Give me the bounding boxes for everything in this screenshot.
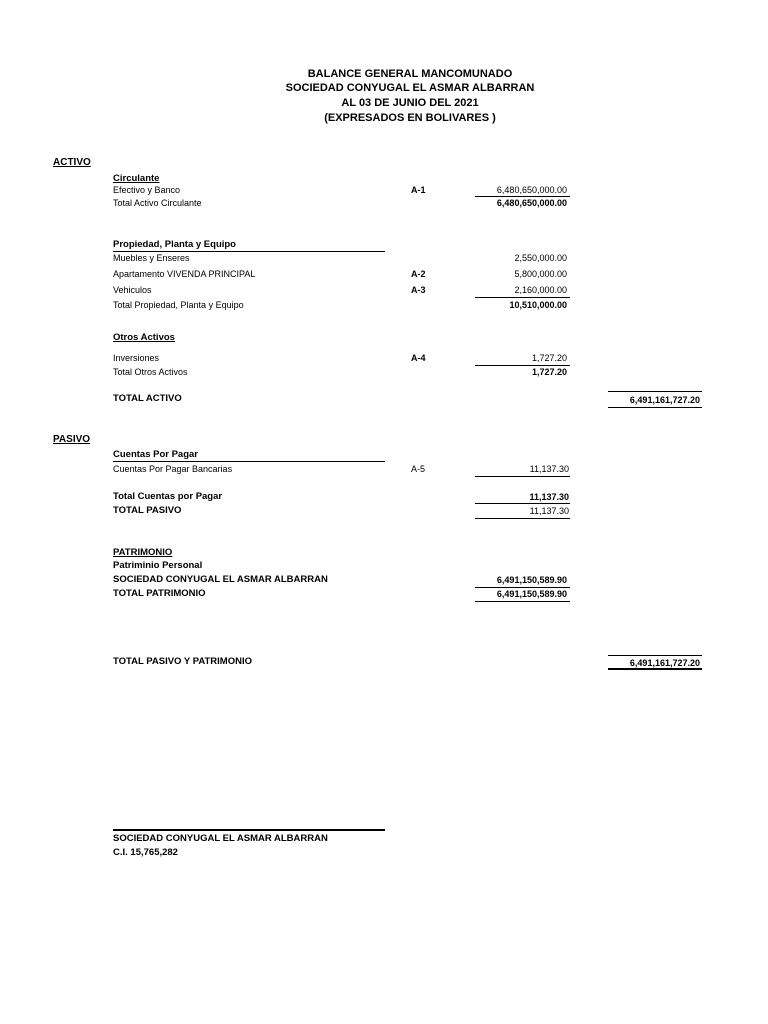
inversiones-amount: 1,727.20 — [531, 353, 567, 363]
rule — [608, 668, 702, 670]
vehiculos-ref: A-3 — [411, 285, 426, 295]
total-patrimonio-label: TOTAL PATRIMONIO — [113, 588, 206, 599]
total-pasivo-label: TOTAL PASIVO — [113, 505, 182, 516]
otros-header: Otros Activos — [113, 332, 175, 343]
rule — [475, 503, 570, 504]
total-ppe-label: Total Propiedad, Planta y Equipo — [113, 300, 244, 310]
rule — [475, 297, 570, 298]
sociedad-amount: 6,491,150,589.90 — [496, 575, 567, 585]
bancarias-amount: 11,137.30 — [529, 464, 569, 474]
total-circulante-amount: 6,480,650,000.00 — [496, 198, 567, 208]
vehiculos-amount: 2,160,000.00 — [514, 285, 567, 295]
title-line-4: (EXPRESADOS EN BOLIVARES ) — [324, 112, 496, 124]
total-patrimonio-amount: 6,491,150,589.90 — [496, 589, 567, 599]
total-activo-label: TOTAL ACTIVO — [113, 393, 182, 404]
total-ppe-amount: 10,510,000.00 — [509, 300, 567, 310]
apartamento-amount: 5,800,000.00 — [514, 269, 567, 279]
rule — [608, 407, 702, 408]
grand-total-amount: 6,491,161,727.20 — [629, 658, 700, 668]
circulante-header: Circulante — [113, 173, 160, 184]
section-activo: ACTIVO — [53, 157, 91, 168]
title-line-2: SOCIEDAD CONYUGAL EL ASMAR ALBARRAN — [285, 82, 535, 94]
sociedad-label: SOCIEDAD CONYUGAL EL ASMAR ALBARRAN — [113, 574, 328, 585]
grand-total-label: TOTAL PASIVO Y PATRIMONIO — [113, 656, 252, 667]
total-pasivo-amount: 11,137.30 — [529, 506, 569, 516]
bancarias-label: Cuentas Por Pagar Bancarias — [113, 464, 233, 474]
total-cuentas-amount: 11,137.30 — [529, 492, 569, 502]
muebles-amount: 2,550,000.00 — [514, 253, 567, 263]
rule — [475, 518, 570, 519]
title-line-1: BALANCE GENERAL MANCOMUNADO — [307, 68, 513, 80]
efectivo-ref: A-1 — [411, 185, 426, 195]
signature-name: SOCIEDAD CONYUGAL EL ASMAR ALBARRAN — [113, 833, 328, 844]
signature-line — [113, 829, 385, 831]
rule — [475, 601, 570, 602]
title-line-3: AL 03 DE JUNIO DEL 2021 — [341, 97, 479, 109]
cuentas-header: Cuentas Por Pagar — [113, 449, 198, 460]
total-circulante-label: Total Activo Circulante — [113, 198, 202, 208]
vehiculos-label: Vehiculos — [113, 285, 152, 295]
bancarias-ref: A-5 — [411, 464, 426, 474]
total-cuentas-label: Total Cuentas por Pagar — [113, 491, 223, 502]
patrimonio-header: PATRIMONIO — [113, 547, 173, 558]
rule — [113, 461, 385, 462]
total-otros-amount: 1,727.20 — [531, 367, 567, 377]
ppe-header: Propiedad, Planta y Equipo — [113, 239, 236, 250]
signature-ci: C.I. 15,765,282 — [113, 847, 178, 858]
patrimonio-sub: Patriminio Personal — [113, 560, 203, 571]
efectivo-amount: 6,480,650,000.00 — [496, 185, 567, 195]
section-pasivo: PASIVO — [53, 434, 91, 445]
total-otros-label: Total Otros Activos — [113, 367, 188, 377]
inversiones-label: Inversiones — [113, 353, 160, 363]
efectivo-label: Efectivo y Banco — [113, 185, 181, 195]
rule — [475, 476, 570, 477]
rule — [608, 655, 702, 656]
muebles-label: Muebles y Enseres — [113, 253, 190, 263]
apartamento-label: Apartamento VIVENDA PRINCIPAL — [113, 269, 256, 279]
rule — [608, 391, 702, 392]
apartamento-ref: A-2 — [411, 269, 426, 279]
inversiones-ref: A-4 — [411, 353, 426, 363]
total-activo-amount: 6,491,161,727.20 — [629, 395, 700, 405]
